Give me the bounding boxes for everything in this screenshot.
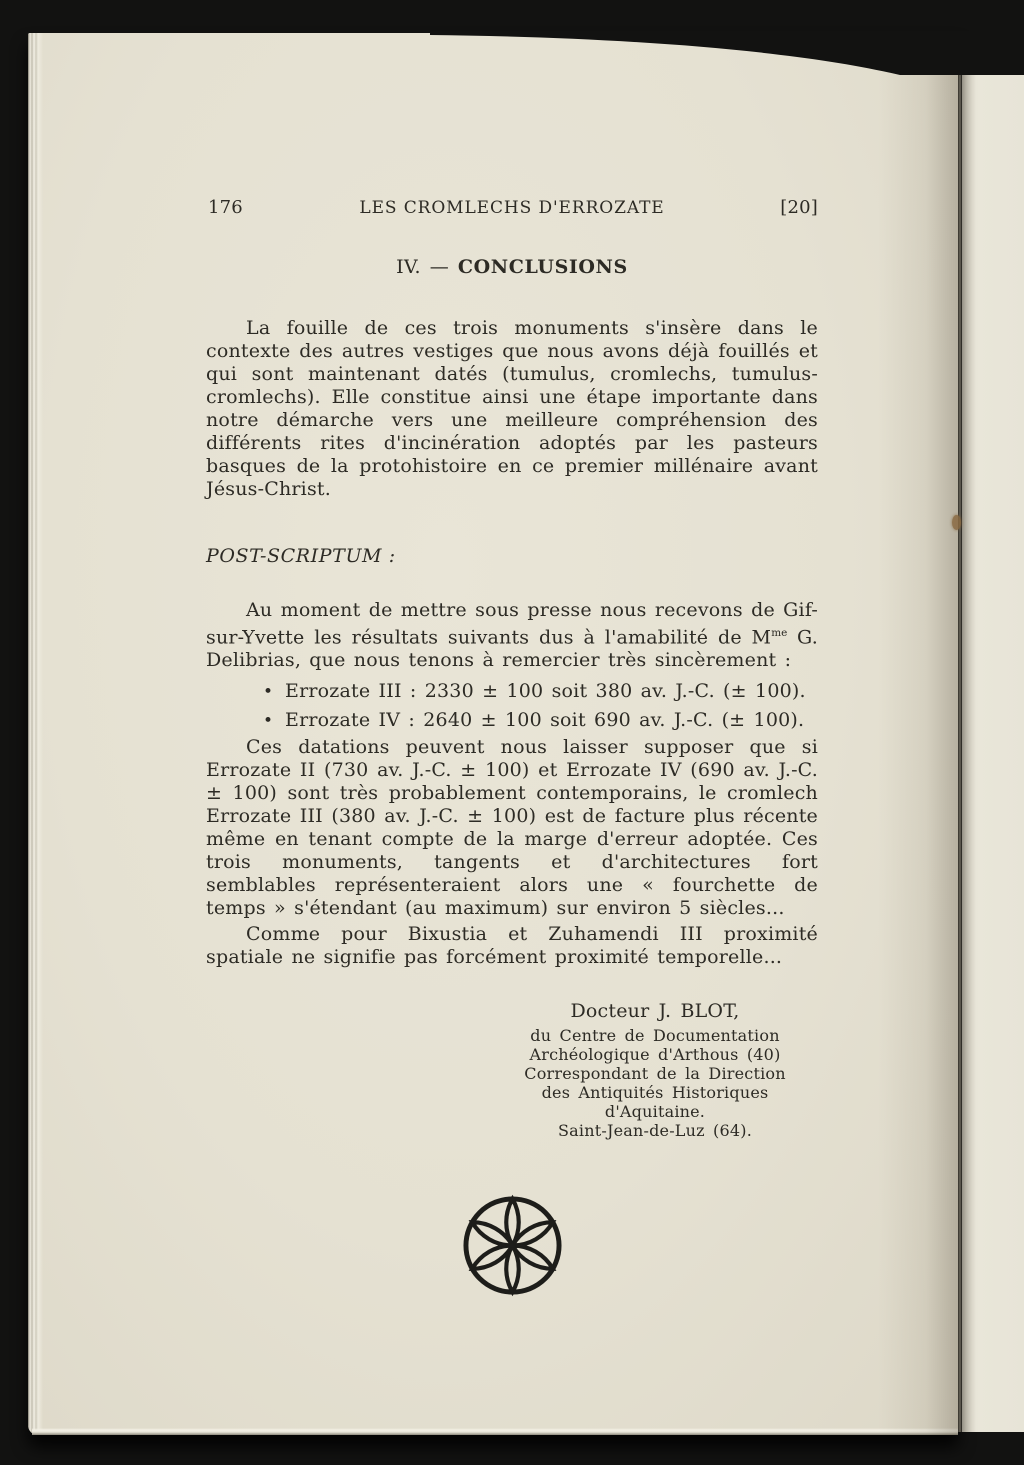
rosette-ornament bbox=[206, 1194, 818, 1303]
bullet-icon: • bbox=[263, 711, 274, 732]
paragraph-intro: La fouille de ces trois monuments s'insère dans le contexte des autres vestiges que nous avons déjà fouillés et qui sont maintenant datés (tumulus, cromlechs, tumulus-cromlechs). Elle constitue ainsi une étape importante dans notre démarche vers une meilleure compréhension des différents rites d'incinération adoptés par les pasteurs basques de la protohistoire en ce premier millénaire avant Jésus-Christ. bbox=[206, 317, 818, 500]
postscriptum-heading: POST-SCRIPTUM : bbox=[206, 545, 396, 567]
hexafoil-rosette-icon bbox=[461, 1194, 564, 1297]
page-stack-edges-left bbox=[28, 33, 43, 1435]
signature-line: Correspondant de la Direction bbox=[524, 1064, 786, 1084]
gutter-shadow bbox=[878, 33, 958, 1435]
bullet-icon: • bbox=[263, 682, 274, 703]
page-header bbox=[206, 196, 818, 219]
section-numeral: IV. bbox=[396, 256, 421, 278]
signature-line: Archéologique d'Arthous (40) bbox=[529, 1045, 781, 1065]
signature-block bbox=[485, 1000, 825, 1140]
paper-stain bbox=[952, 515, 961, 530]
signature-line: du Centre de Documentation bbox=[530, 1026, 780, 1046]
dating-results-list bbox=[206, 677, 818, 735]
paragraph-proximite: Comme pour Bixustia et Zuhamendi III proximité spatiale ne signifie pas forcément proximité temporelle... bbox=[206, 923, 818, 969]
facing-page-edge bbox=[962, 74, 1024, 1432]
signature-line: d'Aquitaine. bbox=[604, 1102, 706, 1122]
list-item-text: Errozate IV : 2640 ± 100 soit 690 av. J.-C. (± 100). bbox=[285, 709, 805, 732]
page-number: 176 bbox=[208, 197, 243, 218]
list-item-text: Errozate III : 2330 ± 100 soit 380 av. J.-C. (± 100). bbox=[285, 680, 806, 703]
paragraph-postscriptum-intro: Au moment de mettre sous presse nous recevons de Gif-sur-Yvette les résultats suivants dus à l'amabilité de $M^{me}$ G. Delibrias, que nous tenons à remercier très sincèrement : bbox=[206, 599, 818, 672]
signature-name: Docteur J. BLOT, bbox=[570, 1000, 740, 1023]
list-item-errozate-4 bbox=[263, 706, 818, 735]
section-dash: — bbox=[429, 256, 449, 278]
section-heading bbox=[206, 256, 818, 279]
list-item-errozate-3 bbox=[263, 677, 818, 706]
paragraph-datations: Ces datations peuvent nous laisser supposer que si Errozate II (730 av. J.-C. ± 100) et Errozate IV (690 av. J.-C. ± 100) sont très probablement contemporains, le cromlech Errozate III (380 av. J.-C. ± 100) est de facture plus récente même en tenant compte de la marge d'erreur adoptée. Ces trois monuments, tangents et d'architectures fort semblables représenteraient alors une « fourchette de temps » s'étendant (au maximum) sur environ 5 siècles... bbox=[206, 736, 818, 920]
signature-line: des Antiquités Historiques bbox=[541, 1083, 769, 1103]
page-content bbox=[206, 33, 818, 1303]
photo-shadow-top-edge bbox=[430, 31, 1024, 77]
bracket-page-ref: [20] bbox=[780, 197, 818, 218]
section-title: CONCLUSIONS bbox=[457, 256, 628, 278]
page-stack-edges-bottom bbox=[32, 1428, 958, 1435]
book-page bbox=[28, 33, 958, 1435]
running-title: LES CROMLECHS D'ERROZATE bbox=[359, 198, 665, 218]
signature-line: Saint-Jean-de-Luz (64). bbox=[558, 1121, 752, 1141]
